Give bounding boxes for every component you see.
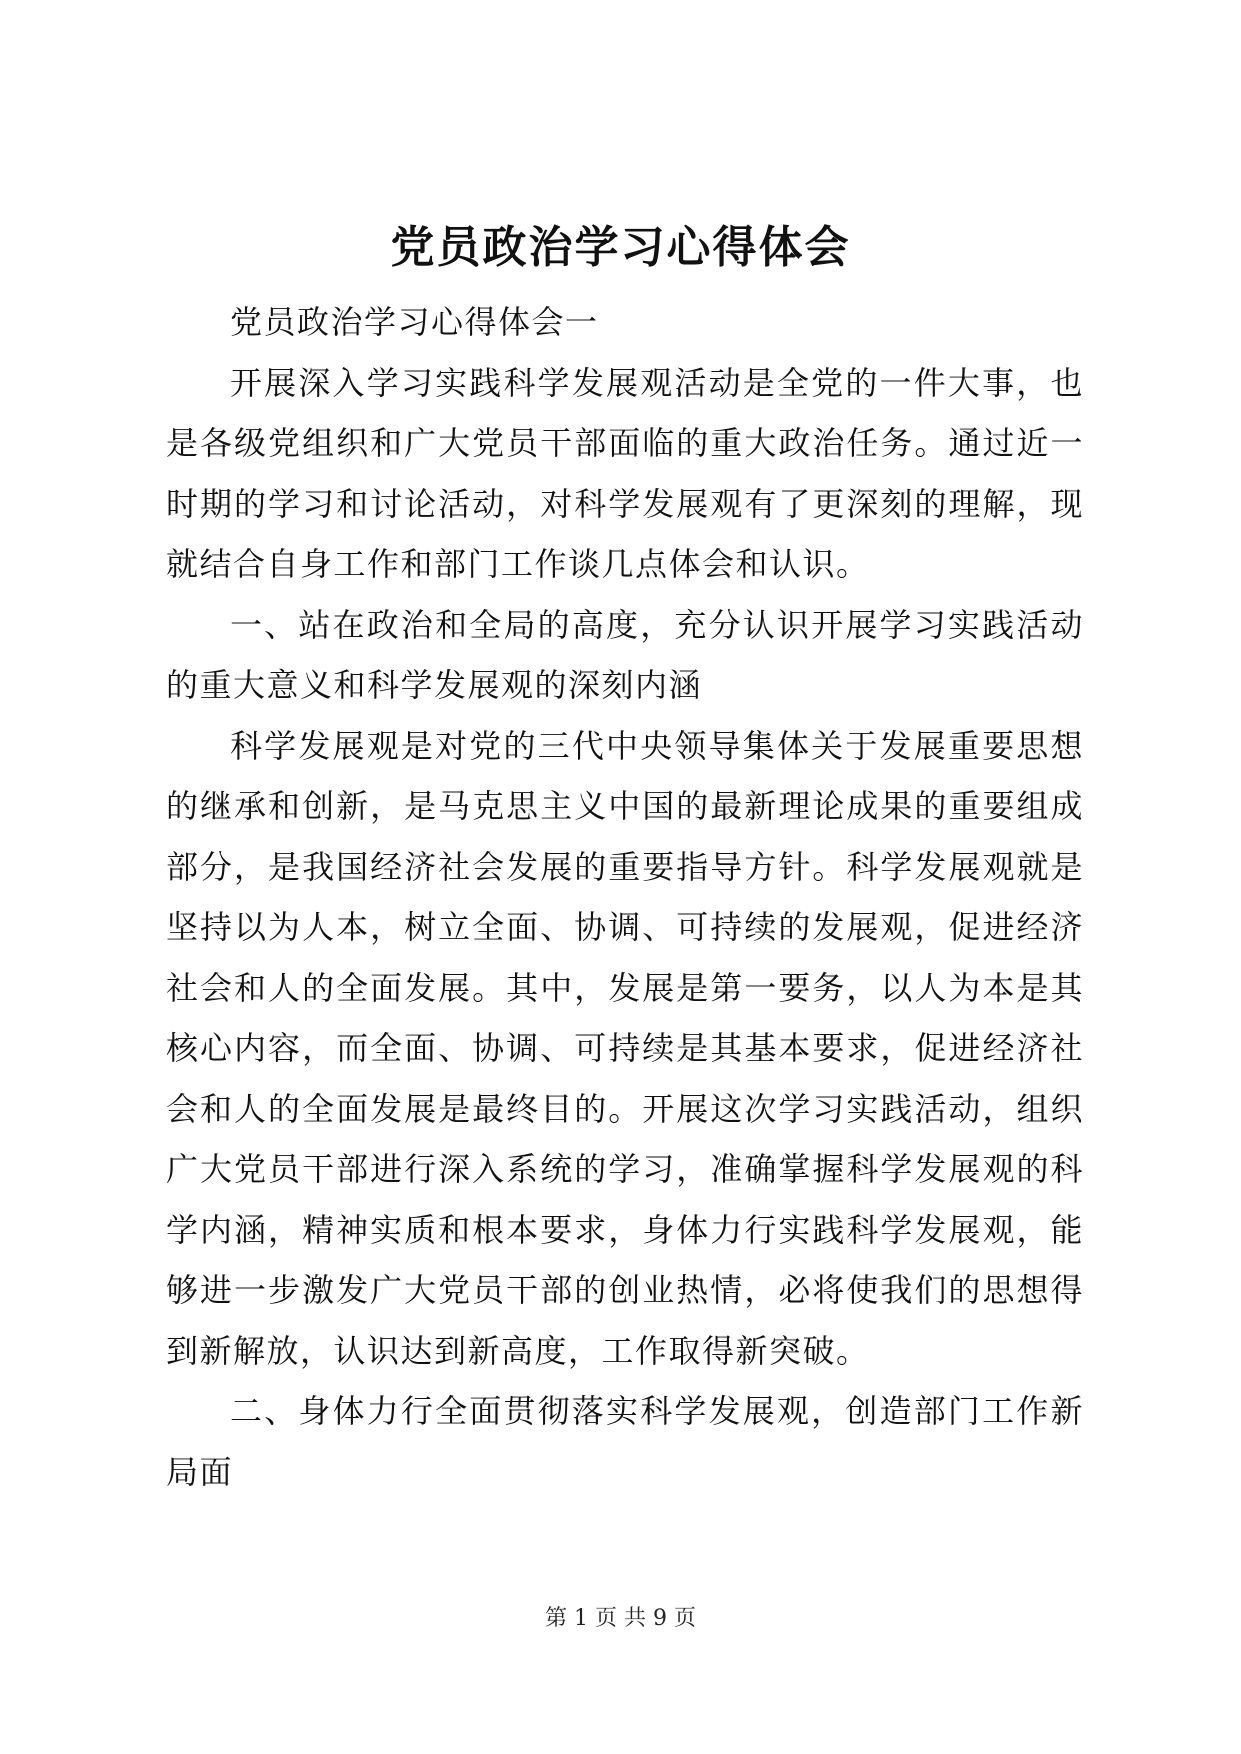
paragraph-subtitle: 党员政治学习心得体会一 (230, 303, 599, 341)
document-body (166, 292, 1084, 1502)
page-number-footer: 第 1 页 共 9 页 (545, 1606, 696, 1631)
paragraph-intro: 开展深入学习实践科学发展观活动是全党的一件大事，也是各级党组织和广大党员干部面临的重大政治任务。通过近一时期的学习和讨论活动，对科学发展观有了更深刻的理解，现就结合自身工作和部门工作谈几点体会和认识。 (166, 363, 1084, 583)
document-title: 党员政治学习心得体会 (390, 222, 851, 273)
paragraph-body: 科学发展观是对党的三代中央领导集体关于发展重要思想的继承和创新，是马克思主义中国的最新理论成果的重要组成部分，是我国经济社会发展的重要指导方针。科学发展观就是坚持以为人本，树立全面、协调、可持续的发展观，促进经济社会和人的全面发展。其中，发展是第一要务，以人为本是其核心内容，而全面、协调、可持续是其基本要求，促进经济社会和人的全面发展是最终目的。开展这次学习实践活动，组织广大党员干部进行深入系统的学习，准确掌握科学发展观的科学内涵，精神实质和根本要求，身体力行实践科学发展观，能够进一步激发广大党员干部的创业热情，必将使我们的思想得到新解放，认识达到新高度，工作取得新突破。 (166, 726, 1084, 1370)
paragraph-heading-1: 一、站在政治和全局的高度，充分认识开展学习实践活动的重大意义和科学发展观的深刻内涵 (166, 605, 1084, 704)
paragraph-heading-2: 二、身体力行全面贯彻落实科学发展观，创造部门工作新局面 (166, 1392, 1084, 1491)
